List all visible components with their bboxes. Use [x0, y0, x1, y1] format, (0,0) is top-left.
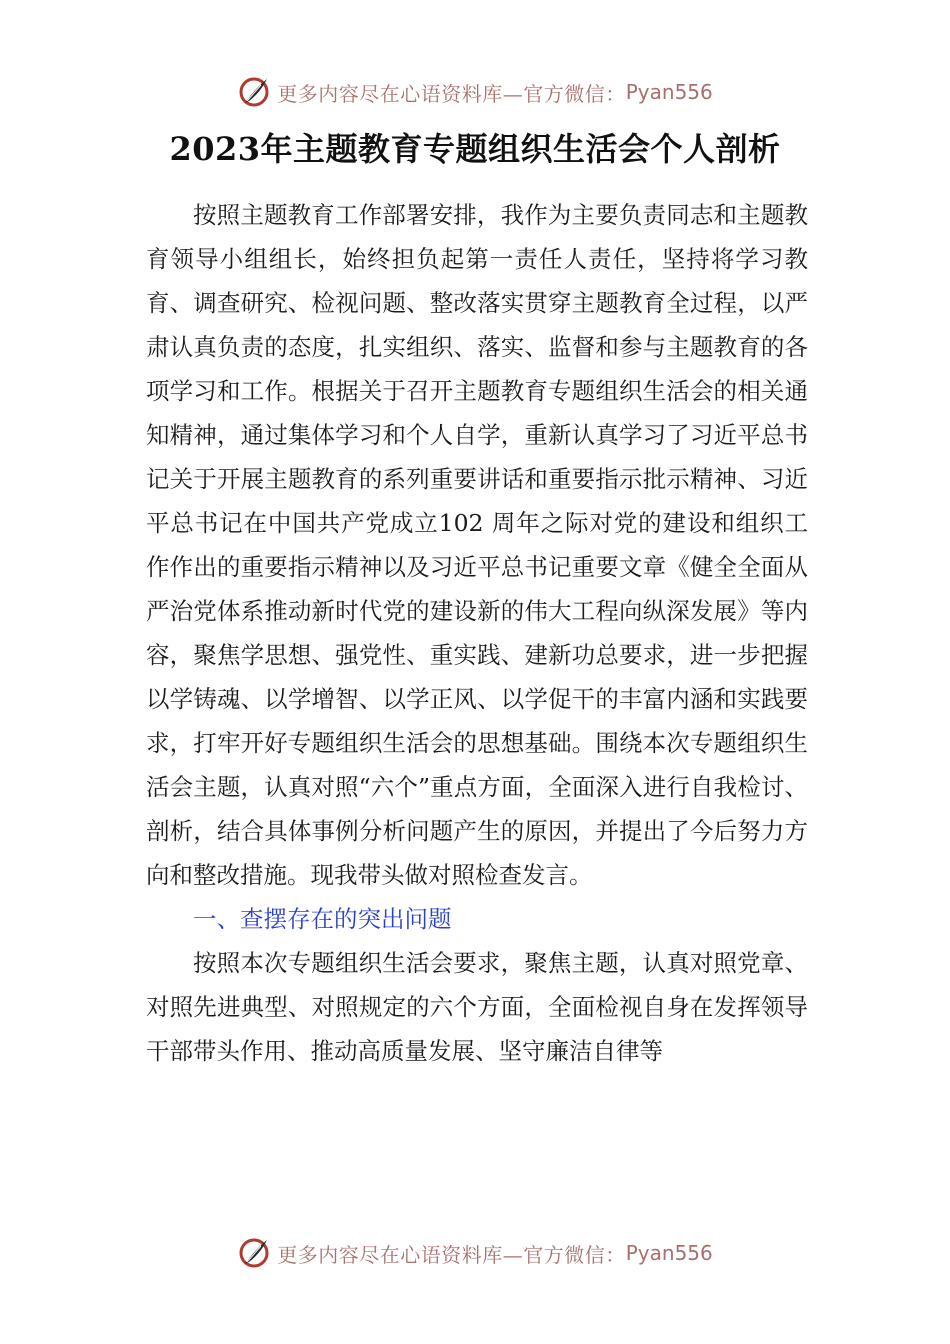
quill-logo-icon — [237, 75, 271, 109]
quill-logo-icon — [237, 1236, 271, 1270]
banner-wechat-id: Pyan556 — [625, 1241, 713, 1265]
footer-banner — [0, 1233, 950, 1273]
document-title: 2023年主题教育专题组织生活会个人剖析 — [169, 130, 781, 168]
paragraph-intro: 按照主题教育工作部署安排，我作为主要负责同志和主题教育领导小组组长，始终担负起第一责任人责任，坚持将学习教育、调查研究、检视问题、整改落实贯穿主题教育全过程，以严肃认真负责的态度，扎实组织、落实、监督和参与主题教育的各项学习和工作。根据关于召开主题教育专题组织生活会的相关通知精神，通过集体学习和个人自学，重新认真学习了习近平总书记关于开展主题教育的系列重要讲话和重要指示批示精神、习近平总书记在中国共产党成立102 周年之际对党的建设和组织工作作出的重要指示精神以及习近平总书记重要文章《健全全面从严治党体系推动新时代党的建设新的伟大工程向纵深发展》等内容，聚焦学思想、强党性、重实践、建新功总要求，进一步把握以学铸魂、以学增智、以学正风、以学促干的丰富内涵和实践要求，打牢开好专题组织生活会的思想基础。围绕本次专题组织生活会主题，认真对照“六个”重点方面，全面深入进行自我检讨、剖析，结合具体事例分析问题产生的原因，并提出了今后努力方向和整改措施。现我带头做对照检查发言。 — [146, 201, 808, 889]
banner-wechat-id: Pyan556 — [625, 80, 713, 104]
banner-text: 更多内容尽在心语资料库—官方微信： — [277, 1242, 626, 1267]
banner-text: 更多内容尽在心语资料库—官方微信： — [277, 81, 626, 106]
document-body — [146, 193, 808, 1073]
paragraph-section-1: 按照本次专题组织生活会要求，聚焦主题，认真对照党章、对照先进典型、对照规定的六个方面，全面检视自身在发挥领导干部带头作用、推动高质量发展、坚守廉洁自律等 — [146, 949, 808, 1065]
header-banner — [0, 72, 950, 112]
section-heading-1: 一、查摆存在的突出问题 — [193, 905, 452, 933]
